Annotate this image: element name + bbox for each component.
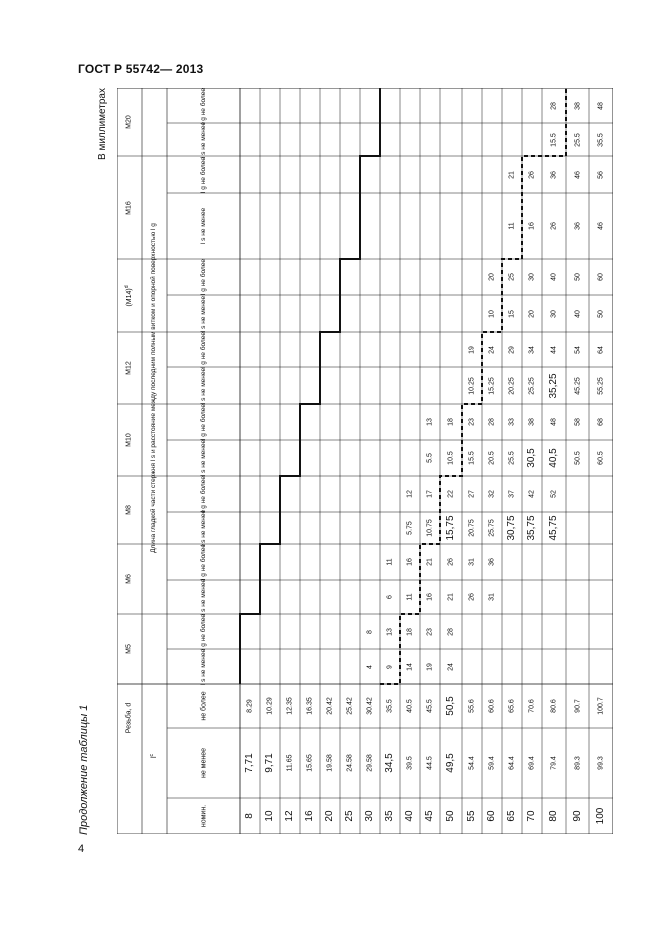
lg-max-header: l g не более (199, 331, 207, 368)
cell-value: 24 (447, 662, 455, 671)
cell-value: 28 (488, 418, 496, 426)
cell-value: 10.25 (468, 376, 476, 395)
cell-value: 31 (488, 593, 496, 601)
cell-value: 50 (597, 309, 605, 318)
nominal-length-cell: 55 (466, 810, 477, 822)
min-length-cell: 54.4 (468, 756, 476, 770)
max-length-cell: 90.7 (574, 699, 581, 713)
cell-value: 25.5 (574, 132, 581, 147)
lg-max-header: l g не более (199, 259, 207, 295)
max-length-cell: 16.35 (306, 697, 314, 715)
cell-value: 33 (508, 418, 516, 426)
cell-value: 40 (550, 273, 558, 281)
thread-size-label: M20 (125, 115, 133, 129)
cell-value: 54 (574, 345, 581, 354)
max-length-cell: 35.5 (386, 699, 394, 713)
cell-value: 48 (597, 101, 605, 110)
nominal-length-cell: 35 (384, 810, 395, 822)
cell-value: 32 (488, 490, 496, 498)
max-length-cell: 10.29 (266, 697, 274, 715)
ls-min-header: l s не менее (199, 367, 207, 404)
document-header: ГОСТ Р 55742— 2013 (78, 62, 204, 76)
cell-value: 14 (406, 662, 414, 671)
cell-value: 18 (406, 627, 414, 636)
max-length-cell: 8.29 (246, 699, 254, 713)
nominal-length-cell: 60 (486, 810, 497, 822)
cell-value: 21 (447, 593, 455, 601)
min-length-cell: 49,5 (445, 753, 456, 773)
nominal-length-cell: 80 (548, 810, 559, 822)
cell-value: 38 (574, 101, 581, 110)
dimensions-table (117, 88, 613, 834)
cell-value: 40,5 (548, 448, 559, 468)
cell-value: 20.5 (488, 451, 496, 465)
length-footnote-mark: c (148, 753, 155, 757)
max-length-cell: 65.6 (508, 699, 516, 713)
cell-value: 30,5 (526, 448, 537, 468)
nominal-length-cell: 20 (324, 810, 335, 822)
cell-value: 58 (574, 418, 581, 426)
cell-value: 34 (528, 345, 536, 354)
cell-value: 55.25 (597, 376, 605, 395)
min-length-cell: 9,71 (264, 753, 275, 773)
nominal-length-cell: 90 (571, 810, 583, 822)
thread-size-label: M6 (125, 574, 133, 584)
cell-value: 13 (386, 627, 394, 636)
cell-value: 11 (386, 558, 394, 566)
cell-value: 15,75 (445, 515, 456, 541)
nominal-length-cell: 12 (284, 810, 295, 822)
max-length-cell: 50,5 (445, 696, 456, 716)
cell-value: 16 (406, 558, 414, 566)
cell-value: 20 (528, 309, 536, 318)
cell-value: 8 (366, 629, 374, 634)
max-length-cell: 55.6 (468, 699, 476, 713)
cell-value: 36 (488, 558, 496, 566)
max-length-cell: 60.6 (488, 699, 496, 713)
thread-size-label: M10 (125, 433, 133, 447)
cell-value: 27 (468, 490, 476, 498)
cell-value: 13 (426, 418, 434, 426)
max-header: не более (200, 691, 208, 721)
cell-value: 25.25 (528, 376, 536, 395)
cell-value: 15.5 (550, 132, 558, 147)
thread-footnote-mark: d (123, 284, 130, 288)
lg-max-header: l g не более (199, 544, 207, 580)
thread-size-label: $(M14)^d$ (123, 284, 134, 307)
ls-min-header: l s не менее (199, 648, 207, 685)
page-number: 4 (78, 843, 85, 855)
cell-value: 45,75 (548, 515, 559, 541)
cell-value: 4 (366, 664, 374, 669)
cell-value: 20 (488, 273, 496, 281)
min-length-cell: 29.58 (366, 754, 374, 772)
cell-value: 30 (528, 273, 536, 281)
max-length-cell: 30.42 (366, 697, 374, 715)
cell-value: 18 (447, 418, 455, 426)
cell-value: 15 (508, 309, 516, 318)
cell-value: 38 (528, 418, 536, 426)
thread-size-label: M12 (125, 361, 133, 375)
max-length-cell: 70.6 (528, 699, 536, 713)
thread-size-label: M5 (125, 644, 133, 654)
cell-value: 31 (468, 558, 476, 566)
ls-min-header: l s не менее (199, 121, 207, 158)
nominal-length-cell: 30 (364, 810, 375, 822)
cell-value: 50 (574, 273, 581, 281)
nominal-length-cell: 8 (244, 813, 255, 819)
ls-min-header: l s не менее (199, 578, 207, 616)
min-length-cell: 59.4 (488, 756, 496, 770)
cell-value: 35,25 (548, 372, 559, 399)
cell-value: 46 (574, 170, 581, 179)
min-length-cell: 24.58 (346, 754, 354, 772)
thread-header: Резьба, d (125, 702, 133, 734)
cell-value: 25.75 (488, 519, 496, 537)
cell-value: 21 (426, 558, 434, 566)
cell-value: 28 (447, 627, 455, 636)
cell-value: 12 (406, 490, 414, 498)
ls-min-header: l s не менее (199, 207, 207, 245)
ls-min-header: l s не менее (199, 295, 207, 332)
cell-value: 30,75 (506, 515, 517, 541)
cell-value: 23 (468, 418, 476, 426)
cell-value: 17 (426, 490, 434, 498)
cell-value: 37 (508, 490, 516, 498)
cell-value: 35.5 (597, 132, 605, 147)
cell-value: 26 (528, 170, 536, 179)
cell-value: 48 (550, 418, 558, 426)
cell-value: 25 (508, 273, 516, 281)
cell-value: 19 (426, 662, 434, 671)
ls-min-header: l s не менее (199, 439, 207, 477)
nominal-length-cell: 100 (595, 807, 606, 825)
min-length-cell: 89.3 (574, 756, 581, 770)
cell-value: 36 (550, 170, 558, 179)
cell-value: 28 (550, 101, 558, 110)
cell-value: 11 (508, 222, 516, 230)
max-length-cell: 45.5 (426, 699, 434, 713)
cell-value: 45.25 (574, 376, 581, 395)
min-length-cell: 34,5 (384, 753, 395, 773)
cell-value: 60 (597, 273, 605, 281)
cell-value: 11 (406, 593, 414, 601)
lg-max-header: l g не более (199, 404, 207, 440)
min-length-cell: 39.5 (406, 756, 414, 770)
cell-value: 5.75 (406, 521, 414, 535)
thread-size-label: M8 (125, 505, 133, 515)
cell-value: 10.75 (426, 519, 434, 537)
min-length-cell: 7,71 (244, 753, 255, 773)
min-length-cell: 79.4 (550, 756, 558, 770)
lg-max-header: l g не более (199, 476, 207, 512)
nominal-length-cell: 10 (264, 810, 275, 822)
cell-value: 29 (508, 345, 516, 354)
cell-value: 20.25 (508, 376, 516, 395)
nominal-length-cell: 25 (344, 810, 355, 822)
cell-value: 52 (550, 490, 558, 498)
cell-value: 5.5 (426, 453, 434, 463)
table-grid (117, 88, 613, 834)
min-length-cell: 44.5 (426, 756, 434, 770)
min-length-boundary (240, 88, 380, 684)
min-length-cell: 64.4 (508, 756, 516, 770)
max-length-cell: 40.5 (406, 699, 414, 713)
cell-value: 46 (597, 222, 605, 230)
lg-max-header: l g не более (199, 156, 207, 193)
cell-value: 44 (550, 345, 558, 354)
table-continuation-caption: Продолжение таблицы 1 (78, 704, 90, 835)
cell-value: 22 (447, 490, 455, 498)
min-length-cell: 99.3 (597, 756, 605, 770)
ls-min-header: l s не менее (199, 509, 207, 547)
nominal-header: номин. (200, 804, 208, 828)
units-note: В миллиметрах (97, 88, 108, 160)
cell-value: 15.25 (488, 376, 496, 395)
cell-value: 42 (528, 490, 536, 498)
cell-value: 30 (550, 309, 558, 318)
nominal-length-cell: 16 (304, 810, 315, 822)
min-length-cell: 19.58 (326, 754, 334, 772)
length-header: $l^c$ (148, 753, 159, 759)
cell-value: 19 (468, 345, 476, 354)
cell-value: 36 (574, 222, 581, 230)
cell-value: 20.75 (468, 519, 476, 537)
cell-value: 68 (597, 418, 605, 426)
min-length-cell: 11.65 (286, 754, 294, 772)
cell-value: 50.5 (574, 451, 581, 465)
cell-value: 9 (386, 664, 394, 669)
nominal-length-cell: 65 (506, 810, 517, 822)
cell-value: 10 (488, 309, 496, 318)
nominal-length-cell: 45 (424, 810, 435, 822)
cell-value: 23 (426, 627, 434, 636)
cell-value: 10.5 (447, 451, 455, 465)
thread-size-label: M16 (125, 200, 133, 215)
nominal-length-cell: 50 (445, 810, 456, 822)
nominal-length-cell: 70 (526, 810, 537, 822)
max-length-cell: 80.6 (550, 699, 558, 713)
max-length-cell: 100.7 (597, 697, 605, 715)
cell-value: 25.5 (508, 451, 516, 465)
span-title: Длина гладкой части стержня l s и расстояние между последним полным витком и опорной поверхностью l g (149, 223, 157, 553)
cell-value: 40 (574, 309, 581, 318)
max-length-cell: 20.42 (326, 697, 334, 715)
cell-value: 26 (550, 222, 558, 230)
max-length-cell: 12.35 (286, 697, 294, 715)
lg-max-header: l g не более (199, 613, 207, 650)
cell-value: 16 (426, 593, 434, 601)
cell-value: 35,75 (526, 515, 537, 541)
cell-value: 26 (447, 558, 455, 566)
cell-value: 64 (597, 345, 605, 354)
nominal-length-cell: 40 (404, 810, 415, 822)
min-header: не менее (200, 747, 208, 779)
cell-value: 6 (386, 595, 394, 599)
cell-value: 26 (468, 593, 476, 601)
min-length-cell: 69.4 (528, 756, 536, 770)
lg-max-header: l g не более (199, 87, 207, 124)
cell-value: 15.5 (468, 451, 476, 465)
min-length-cell: 15.65 (306, 754, 314, 772)
cell-value: 60.5 (597, 451, 605, 465)
max-length-cell: 25.42 (346, 697, 354, 715)
cell-value: 56 (597, 170, 605, 179)
cell-value: 16 (528, 222, 536, 230)
cell-value: 24 (488, 345, 496, 354)
cell-value: 21 (508, 170, 516, 179)
